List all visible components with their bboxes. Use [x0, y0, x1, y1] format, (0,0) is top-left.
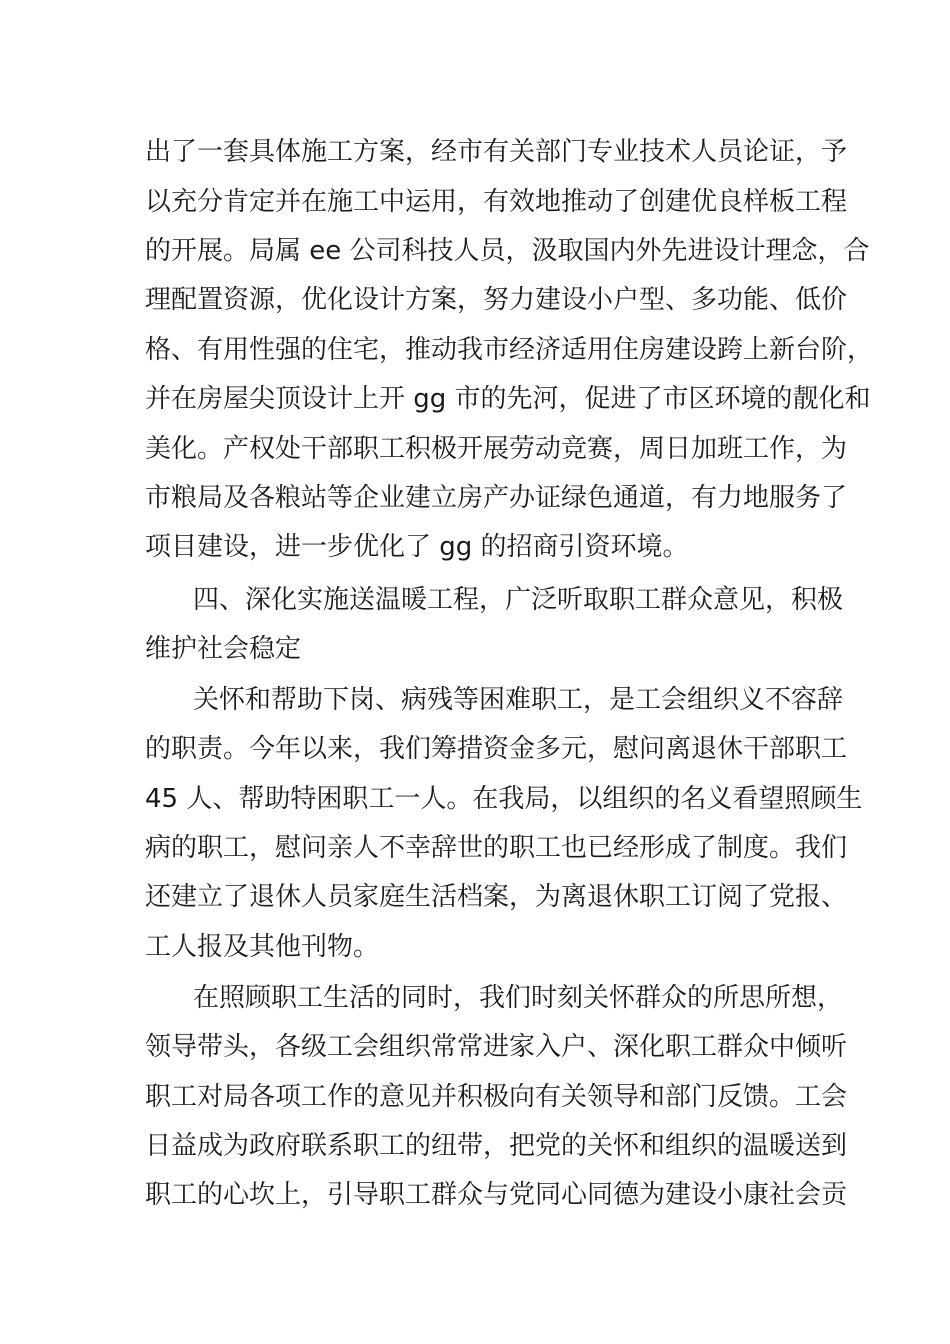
text-line: 工人报及其他刊物。 — [145, 932, 380, 962]
text-line: 45 人、帮助特困职工一人。在我局，以组织的名义看望照顾生 — [145, 784, 863, 814]
text-line: 美化。产权处干部职工积极开展劳动竞赛，周日加班工作，为 — [145, 434, 848, 464]
text-line: 市粮局及各粮站等企业建立房产办证绿色通道，有力地服务了 — [145, 483, 848, 513]
text-line: 在照顾职工生活的同时，我们时刻关怀群众的所思所想， — [193, 983, 844, 1013]
text-line: 并在房屋尖顶设计上开 gg 市的先河，促进了市区环境的靓化和 — [145, 384, 871, 414]
text-line: 的开展。局属 ee 公司科技人员，汲取国内外先进设计理念，合 — [145, 236, 870, 266]
text-line: 职工对局各项工作的意见并积极向有关领导和部门反馈。工会 — [145, 1082, 848, 1112]
text-line: 日益成为政府联系职工的纽带，把党的关怀和组织的温暖送到 — [145, 1131, 848, 1161]
text-line: 以充分肯定并在施工中运用，有效地推动了创建优良样板工程 — [145, 187, 848, 217]
text-line: 关怀和帮助下岗、病残等困难职工，是工会组织义不容辞 — [193, 685, 844, 715]
text-line: 出了一套具体施工方案，经市有关部门专业技术人员论证，予 — [145, 137, 848, 167]
text-line: 职工的心坎上，引导职工群众与党同心同德为建设小康社会贡 — [145, 1180, 848, 1210]
text-line: 病的职工，慰问亲人不幸辞世的职工也已经形成了制度。我们 — [145, 833, 848, 863]
text-line: 项目建设，进一步优化了 gg 的招商引资环境。 — [145, 532, 689, 562]
text-line: 还建立了退休人员家庭生活档案，为离退休职工订阅了党报、 — [145, 882, 848, 912]
text-line: 格、有用性强的住宅，推动我市经济适用住房建设跨上新台阶， — [145, 335, 874, 365]
text-line: 理配置资源，优化设计方案，努力建设小户型、多功能、低价 — [145, 285, 848, 315]
text-line: 的职责。今年以来，我们筹措资金多元，慰问离退休干部职工 — [145, 734, 848, 764]
section-heading-continuation: 维护社会稳定 — [145, 634, 302, 664]
section-heading: 四、深化实施送温暖工程，广泛听取职工群众意见，积极 — [193, 585, 844, 615]
text-line: 领导带头，各级工会组织常常进家入户、深化职工群众中倾听 — [145, 1032, 848, 1062]
